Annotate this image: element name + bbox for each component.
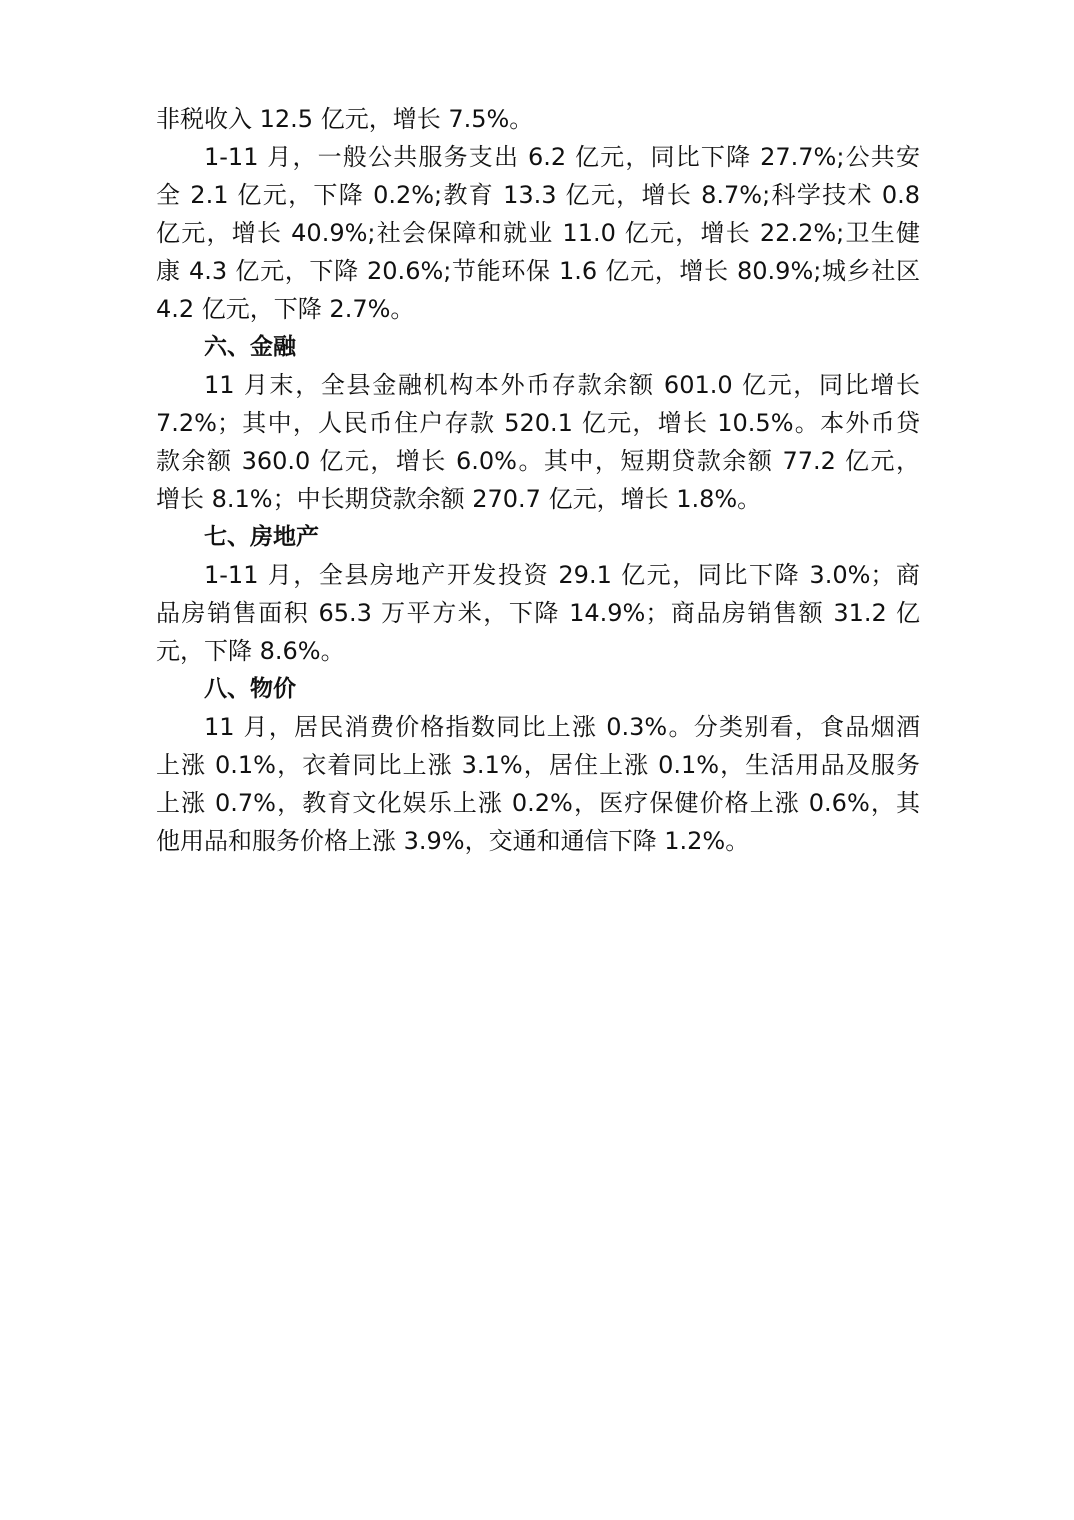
paragraph-line: 上涨 0.1%，衣着同比上涨 3.1%，居住上涨 0.1%，生活用品及服务 — [156, 751, 920, 779]
paragraph-line: 增长 8.1%；中长期贷款余额 270.7 亿元，增长 1.8%。 — [156, 485, 762, 513]
paragraph-line: 他用品和服务价格上涨 3.9%，交通和通信下降 1.2%。 — [156, 827, 750, 855]
paragraph-line: 康 4.3 亿元，下降 20.6%;节能环保 1.6 亿元，增长 80.9%;城乡社区 — [156, 257, 920, 285]
paragraph-line: 非税收入 12.5 亿元，增长 7.5%。 — [156, 105, 534, 133]
paragraph-line: 全 2.1 亿元，下降 0.2%;教育 13.3 亿元，增长 8.7%;科学技术 0.8 — [156, 181, 920, 209]
paragraph-line: 上涨 0.7%，教育文化娱乐上涨 0.2%，医疗保健价格上涨 0.6%，其 — [156, 789, 920, 817]
paragraph-line: 品房销售面积 65.3 万平方米，下降 14.9%；商品房销售额 31.2 亿 — [156, 599, 920, 627]
paragraph-line: 4.2 亿元，下降 2.7%。 — [156, 295, 415, 323]
paragraph-line: 款余额 360.0 亿元，增长 6.0%。其中，短期贷款余额 77.2 亿元， — [156, 447, 920, 475]
section-heading-prices: 八、物价 — [204, 676, 296, 702]
paragraph-line: 亿元，增长 40.9%;社会保障和就业 11.0 亿元，增长 22.2%;卫生健 — [156, 219, 920, 247]
paragraph-line: 1-11 月，全县房地产开发投资 29.1 亿元，同比下降 3.0%；商 — [204, 561, 920, 589]
document-page — [156, 100, 920, 860]
section-heading-real-estate: 七、房地产 — [204, 524, 319, 550]
paragraph-line: 11 月末，全县金融机构本外币存款余额 601.0 亿元，同比增长 — [204, 371, 920, 399]
section-heading-finance: 六、金融 — [204, 334, 296, 360]
paragraph-line: 1-11 月，一般公共服务支出 6.2 亿元，同比下降 27.7%;公共安 — [204, 143, 920, 171]
paragraph-line: 7.2%；其中，人民币住户存款 520.1 亿元，增长 10.5%。本外币贷 — [156, 409, 920, 437]
paragraph-line: 11 月，居民消费价格指数同比上涨 0.3%。分类别看，食品烟酒 — [204, 713, 920, 741]
paragraph-line: 元，下降 8.6%。 — [156, 637, 345, 665]
